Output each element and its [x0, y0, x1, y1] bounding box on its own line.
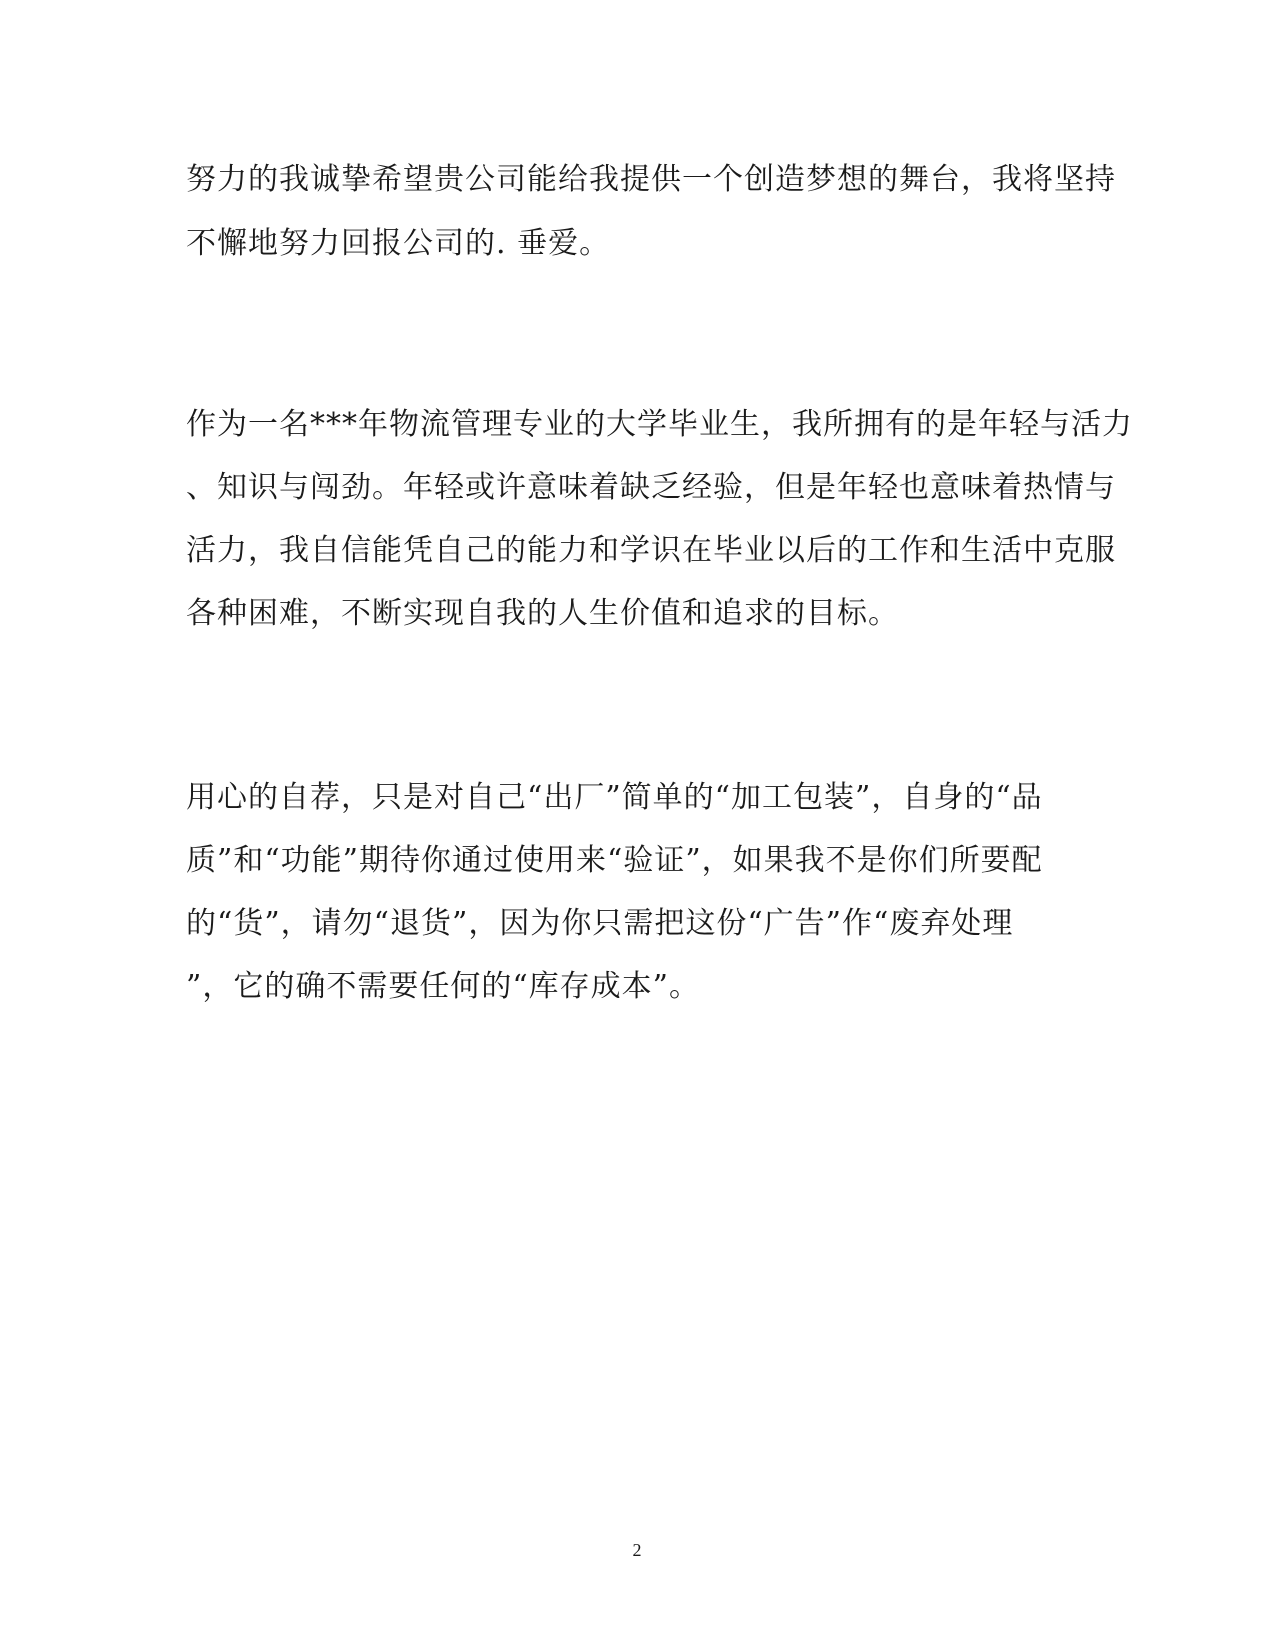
paragraph-1-line-2: 不懈地努力回报公司的. 垂爱。	[186, 226, 611, 261]
paragraph-2-line-2: 、知识与闯劲。年轻或许意味着缺乏经验，但是年轻也意味着热情与	[186, 470, 1116, 505]
paragraph-3-line-1: 用心的自荐，只是对自己“出厂”简单的“加工包装”，自身的“品	[186, 780, 1043, 815]
paragraph-3-line-2: 质”和“功能”期待你通过使用来“验证”，如果我不是你们所要配	[186, 843, 1043, 878]
paragraph-1-line-1: 努力的我诚挚希望贵公司能给我提供一个创造梦想的舞台，我将坚持	[186, 162, 1116, 197]
paragraph-3-line-4: ”，它的确不需要任何的“库存成本”。	[186, 969, 701, 1004]
paragraph-2-line-3: 活力，我自信能凭自己的能力和学识在毕业以后的工作和生活中克服	[186, 533, 1116, 568]
paragraph-2-line-4: 各种困难，不断实现自我的人生价值和追求的目标。	[186, 596, 899, 631]
paragraph-2-line-1: 作为一名***年物流管理专业的大学毕业生，我所拥有的是年轻与活力	[186, 407, 1133, 442]
page-number: 2	[632, 1540, 642, 1560]
paragraph-3-line-3: 的“货”，请勿“退货”，因为你只需把这份“广告”作“废弃处理	[186, 906, 1014, 941]
